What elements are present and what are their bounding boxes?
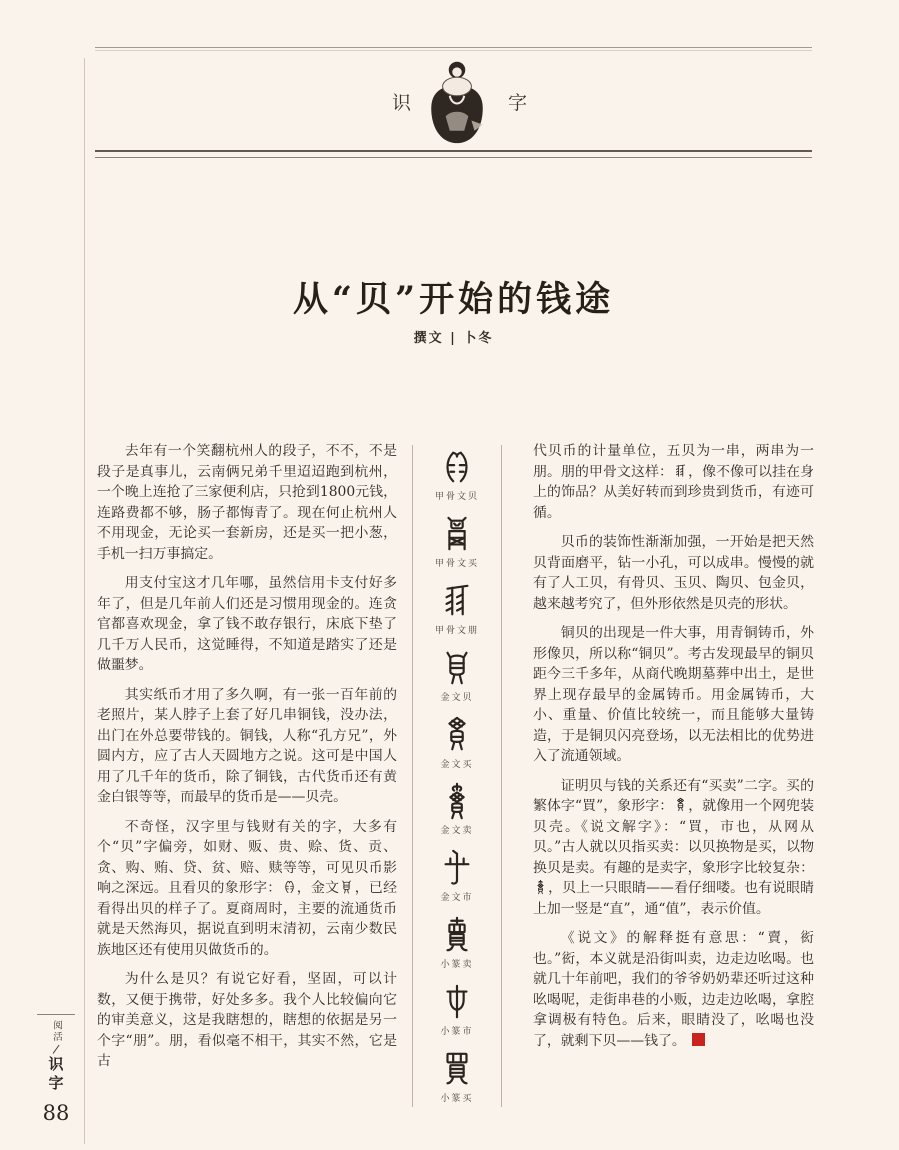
jinwen-mai4-glyph <box>533 879 548 895</box>
jiaguwen-bei-glyph <box>438 448 476 486</box>
paragraph: 贝币的装饰性渐渐加强，一开始是把天然贝背面磨平，钻一小孔，可以成串。慢慢的就有了人工贝，有骨贝、玉贝、陶贝、包金贝，越来越考究了，但外形依然是贝壳的形状。 <box>533 534 814 612</box>
glyph-label: 小篆市 <box>440 1027 474 1037</box>
xiaozhuan-mai-glyph <box>438 1050 476 1088</box>
jinwen-mai-glyph <box>438 716 476 754</box>
xiaozhuan-shi-glyph <box>438 983 476 1021</box>
jiaguwen-bei-glyph <box>282 879 297 895</box>
footer-slash-separator: / <box>52 1041 61 1057</box>
ancient-glyph-item <box>438 983 476 1037</box>
ancient-glyph-item <box>435 448 479 502</box>
glyph-label: 小篆买 <box>440 1093 474 1104</box>
glyph-label: 金文贝 <box>440 692 474 703</box>
glyph-label: 小篆卖 <box>440 960 474 971</box>
paragraph: 为什么是贝？有说它好看，坚固，可以计数，又便于携带，好处多多。我个人比较偏向它的审美意义，这是我瞎想的，瞎想的依据是另一个字“朋”。朋，看似毫不相干，其实不然，它是古 <box>97 971 397 1069</box>
jiaguwen-peng-glyph <box>438 582 476 620</box>
paragraph: 证明贝与钱的关系还有“买卖”二字。买的繁体字“買”，象形字： ，就像用一个网兜装贝壳。《说文解字》：“買，市也，从网从贝。”古人就以贝指买卖：以贝换物是买，以物换贝是卖。有趣的是卖字，象形字比较复杂：，贝上一只眼睛——看仔细喽。也有说眼睛上加一竖是“直”，通“值”，表示价值。 <box>533 777 814 917</box>
article-end-mark <box>692 1033 705 1046</box>
jiaguwen-mai-glyph <box>438 515 476 553</box>
jinwen-bei-glyph <box>339 879 354 895</box>
ancient-glyph-item <box>438 1050 476 1104</box>
left-text-column <box>97 441 397 1081</box>
glyph-label: 金文市 <box>440 893 474 904</box>
paragraph: 不奇怪，汉字里与钱财有关的字，大多有个“贝”字偏旁，如财、贩、贵、赊、货、贡、贪、购、贿、贷、贫、赔、赎等等，可见贝币影响之深远。且看贝的象形字： ，金文 ，已经看得出贝的样子了。夏商周时，主要的流通货币就是天然海贝，据说直到明末清初，云南少数民族地区还有使用贝做货币的。 <box>97 818 397 958</box>
section-title-char-right: 字 <box>508 92 529 114</box>
paragraph: 代贝币的计量单位，五贝为一串，两串为一朋。朋的甲骨文这样： ，像不像可以挂在身上的饰品？从美好转而到珍贵到货币，有迹可循。 <box>533 443 814 521</box>
right-text-column <box>533 441 814 1060</box>
section-title-char-left: 识 <box>392 92 413 114</box>
ancient-glyph-item <box>438 916 476 970</box>
glyph-label: 甲骨文买 <box>434 558 479 569</box>
jinwen-mai-glyph <box>673 797 688 813</box>
header-top-rule <box>95 47 812 51</box>
ancient-glyph-item <box>438 849 476 903</box>
jinwen-shi-glyph <box>438 849 476 887</box>
glyph-label: 金文卖 <box>440 826 474 837</box>
glyph-label: 甲骨文贝 <box>434 492 479 502</box>
footer-section-small: 阅活 <box>51 1020 62 1043</box>
glyph-label: 金文买 <box>440 759 474 770</box>
article-byline: 撰文 | 卜冬 <box>413 331 494 346</box>
ancient-glyph-item <box>435 582 479 636</box>
paragraph: 用支付宝这才几年哪，虽然信用卡支付好多年了，但是几年前人们还是习惯用现金的。连贪官都喜欢现金，拿了钱不敢存银行，床底下垫了几千万人民币，这觉睡得，不知道是踏实了还是做噩梦。 <box>97 575 397 673</box>
ink-figure-emblem-icon <box>423 58 491 150</box>
paragraph: 铜贝的出现是一件大事，用青铜铸币，外形像贝，所以称“铜贝”。考古发现最早的铜贝距今三千多年，从商代晚期墓葬中出土，是世界上现存最早的金属铸币。用金属铸币，大小、重量、价值比较统一，而且能够大量铸造，于是铜贝闪亮登场，以无法相比的优势进入了流通领域。 <box>533 625 814 764</box>
jinwen-bei-glyph <box>438 649 476 687</box>
ancient-glyph-item <box>435 515 479 569</box>
glyph-label: 甲骨文朋 <box>434 625 479 636</box>
paragraph: 其实纸币才用了多久啊，有一张一百年前的老照片，某人脖子上套了好几串铜钱，没办法，出门在外总要带钱的。铜钱，人称“孔方兄”，外圆内方，应了古人天圆地方之说。这可是中国人用了几千年的货币，除了铜钱，古代货币还有黄金白银等等，而最早的货币是——贝壳。 <box>97 686 397 805</box>
ancient-glyph-item <box>438 782 476 836</box>
article-title: 从“贝”开始的钱途 <box>292 279 615 320</box>
footer-section-large: 识字 <box>46 1056 65 1094</box>
jiaguwen-peng-glyph <box>673 463 688 479</box>
xiaozhuan-mai4-glyph <box>438 916 476 954</box>
page-number: 88 <box>42 1101 70 1125</box>
header-double-rule <box>95 150 812 158</box>
paragraph: 去年有一个笑翻杭州人的段子，不不，不是段子是真事儿，云南俩兄弟千里迢迢跑到杭州，一个晚上连抢了三家便利店，只抢到1800元钱，连路费都不够，肠子都悔青了。现在何止杭州人不用现金，无论买一套新房，还是买一把小葱，手机一扫万事搞定。 <box>97 443 397 562</box>
paragraph: 《说文》的解释挺有意思：“賣，衒也。”衒，本义就是沿街叫卖，边走边吆喝。也就几十年前吧，我们的爷爷奶奶辈还听过这种吆喝呢，走街串巷的小贩，边走边吆喝，拿腔拿调极有特色。后来，眼睛没了，吆喝也没了，就剩下贝——钱了。 <box>533 930 814 1049</box>
ancient-glyph-item <box>438 649 476 703</box>
page-edge-rule <box>84 58 85 1144</box>
jinwen-mai4-glyph <box>438 782 476 820</box>
ancient-glyph-item <box>438 716 476 770</box>
ancient-script-column <box>412 445 502 1107</box>
footer-section-marker <box>33 1014 79 1125</box>
footer-rule <box>37 1014 75 1015</box>
